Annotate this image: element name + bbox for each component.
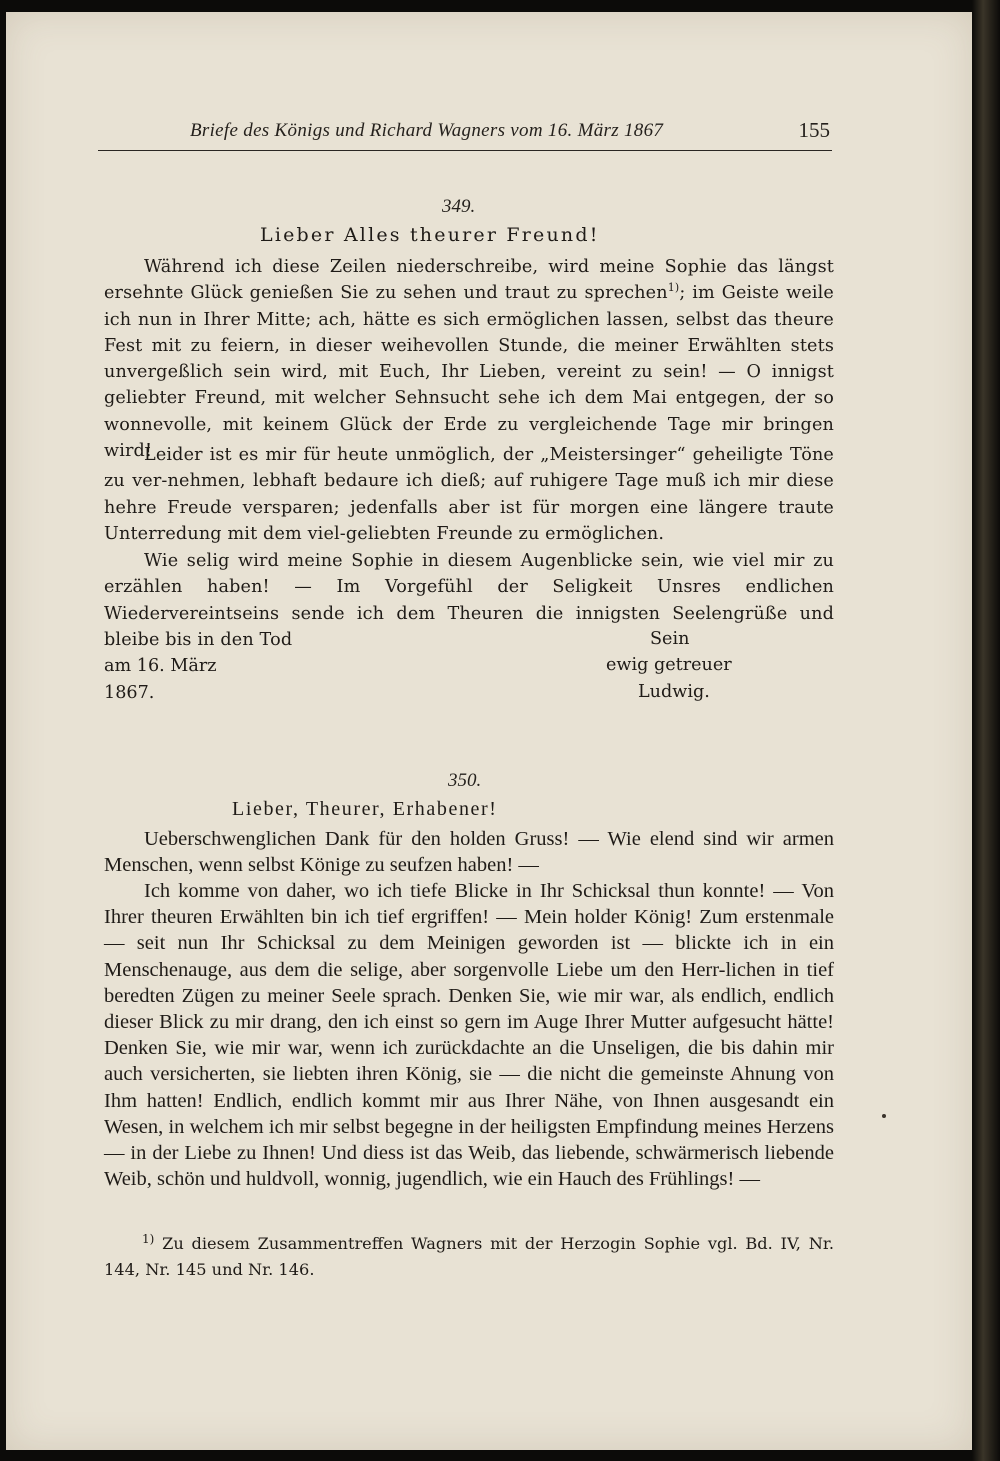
closing-line-1: Sein: [650, 629, 690, 649]
paragraph-349-1-start: Während ich diese Zeilen niederschreibe, wird meine Sophie das längst ersehnte Glück genießen Sie zu sehen und traut zu sprechen: [104, 257, 834, 304]
date-line-1: am 16. März: [104, 656, 217, 676]
salutation-349: Lieber Alles theurer Freund!: [260, 224, 600, 246]
closing-line-2: ewig getreuer: [606, 655, 732, 675]
footnote-mark: 1): [142, 1232, 155, 1246]
ink-speck: [882, 1114, 886, 1118]
salutation-350: Lieber, Theurer, Erhabener!: [232, 798, 498, 820]
paragraph-349-1: [104, 254, 834, 464]
paragraph-350-2: Ich komme von daher, wo ich tiefe Blicke in Ihr Schicksal thun konnte! — Von Ihrer theuren Erwählten bin ich tief ergriffen! — Mein holder König! Zum erstenmale — seit nun Ihr Schicksal zu dem Meinigen geworden ist — blickte ich in ein Menschenauge, aus dem die selige, aber sorgenvolle Liebe um den Herr-lichen in tief beredten Zügen zu meiner Seele sprach. Denken Sie, wie mir war, als endlich, endlich dieser Blick zu mir drang, den ich einst so gern im Auge Ihrer Mutter aufgesucht hätte! Denken Sie, wie mir war, wenn ich zurückdachte an die Unseligen, die bis dahin mir auch versicherten, sie liebten ihren König, sie — die nicht die gemeinste Ahnung von Ihm hatten! Endlich, endlich kommt mir aus Ihrer Nähe, von Ihnen ausgesandt ein Wesen, in welchem ich mir selbst begegne in der heiligsten Empfindung meines Herzens — in der Liebe zu Ihnen! Und diess ist das Weib, das liebende, schwärmerisch liebende Weib, schön und huldvoll, wonnig, jugendlich, wie ein Hauch des Frühlings! —: [104, 880, 834, 1191]
footnote-ref: 1): [667, 281, 680, 295]
running-title: Briefe des Königs und Richard Wagners vom 16. März 1867: [190, 120, 664, 141]
footnote-text: Zu diesem Zusammentreffen Wagners mit der Herzogin Sophie vgl. Bd. IV, Nr. 144, Nr. 145 und Nr. 146.: [104, 1234, 834, 1279]
letter-number-350: 350.: [448, 770, 482, 791]
paragraph-350-1: Ueberschwenglichen Dank für den holden Gruss! — Wie elend sind wir armen Menschen, wenn selbst Könige zu seufzen haben! —: [104, 828, 834, 877]
book-page: [6, 12, 972, 1450]
running-header: [98, 116, 832, 151]
page-edge-shadow: [972, 0, 1000, 1461]
page-number: 155: [798, 118, 830, 142]
footnote: [104, 1226, 834, 1283]
letter-number-349: 349.: [442, 196, 476, 217]
paragraph-349-1-rest: ; im Geiste weile ich nun in Ihrer Mitte; ach, hätte es sich ermöglichen lassen, selbst das theure Fest mit zu feiern, in dieser weihevollen Stunde, die meiner Erwählten stets unvergeßlich sein wird, mit Euch, Ihr Lieben, vereint zu sein! — O innigst geliebter Freund, mit welcher Sehnsucht sehe ich dem Mai entgegen, der so wonnevolle, mit keinem Glück der Erde zu vergleichende Tage mir bringen wird!: [104, 283, 834, 462]
paragraph-349-3: Wie selig wird meine Sophie in diesem Augenblicke sein, wie viel mir zu erzählen haben! — Im Vorgefühl der Seligkeit Unsres endlichen Wiedervereintseins sende ich dem Theuren die innigsten Seelengrüße und bleibe bis in den Tod: [104, 551, 834, 650]
paragraph-349-2: Leider ist es mir für heute unmöglich, der „Meistersinger“ geheiligte Töne zu ver-nehmen, lebhaft bedaure ich dieß; auf ruhigere Tage muß ich mir diese hehre Freude versparen; jedenfalls aber ist für morgen eine längere traute Unterredung mit dem viel-geliebten Freunde zu ermöglichen.: [104, 445, 834, 544]
date-line-2: 1867.: [104, 683, 155, 703]
signature-ludwig: Ludwig.: [638, 682, 710, 702]
